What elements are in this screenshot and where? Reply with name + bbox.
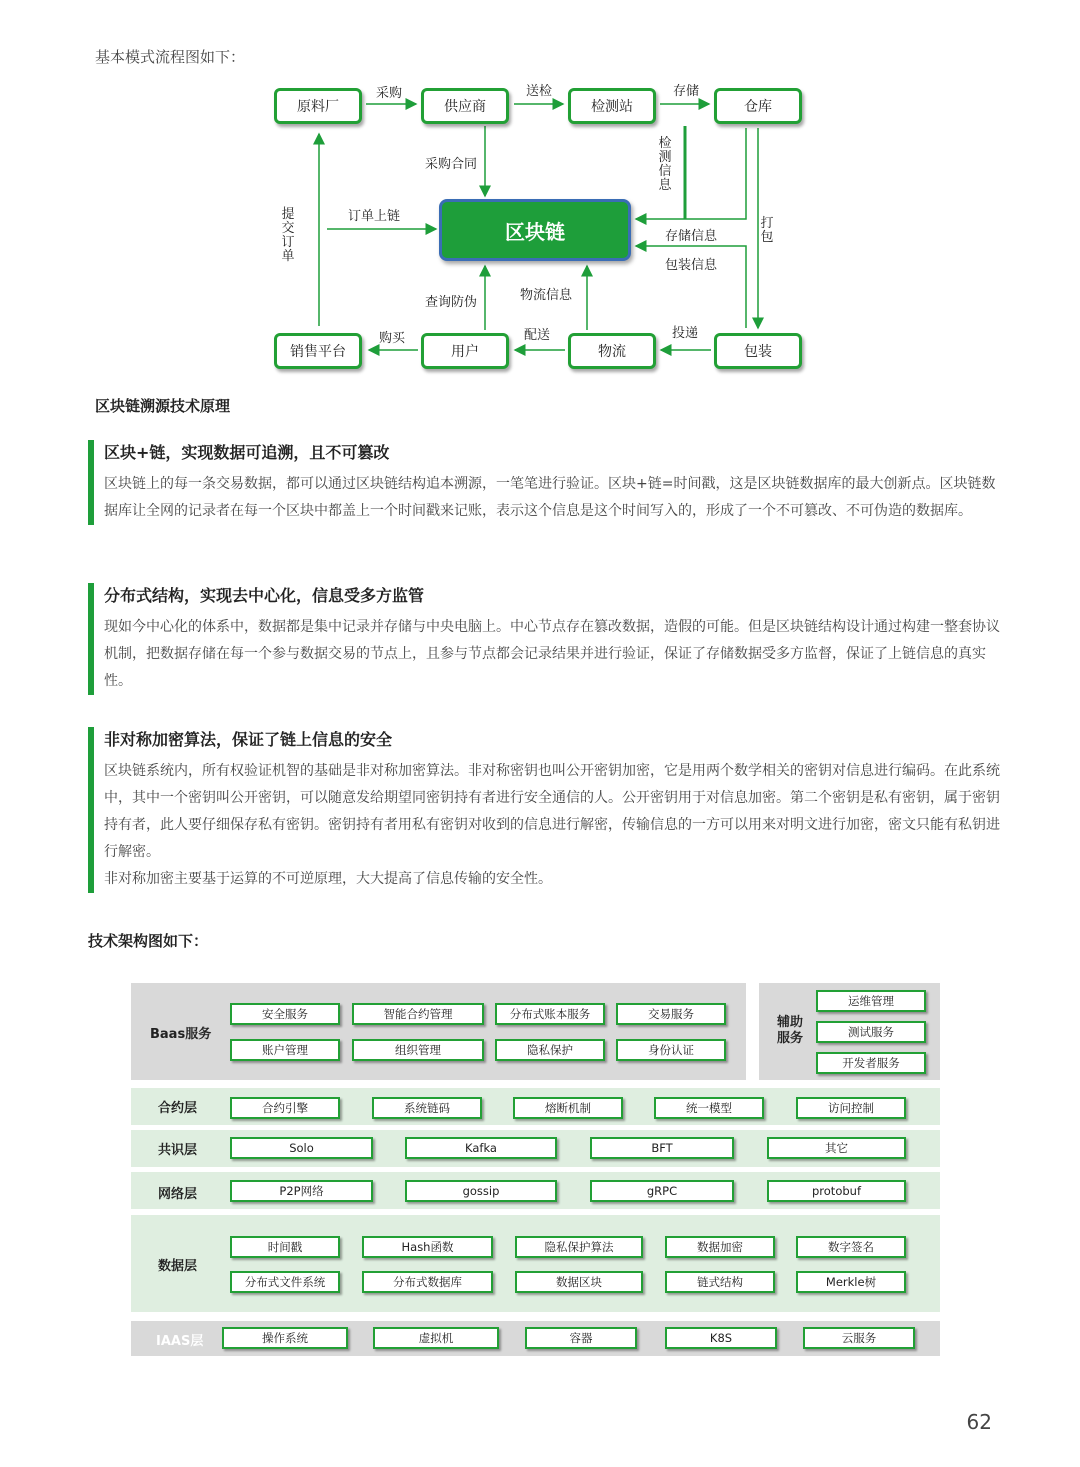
data-item: 数据区块 [515,1271,643,1293]
contract-item: 系统链码 [372,1097,482,1119]
baas-item: 身份认证 [616,1039,726,1061]
contract-item: 合约引擎 [230,1097,340,1119]
baas-item: 安全服务 [230,1003,340,1025]
label-store: 存储 [673,84,700,99]
data-item: 链式结构 [665,1271,775,1293]
intro-text: 基本模式流程图如下： [95,48,246,66]
section-body-note: 非对称加密主要基于运算的不可逆原理，大大提高了信息传输的安全性。 [104,871,552,887]
contract-label: 合约层 [158,1101,198,1116]
label-logistics-info: 物流信息 [520,288,573,303]
label-pack-info: 包装信息 [665,258,718,273]
data-item: 时间戳 [230,1236,340,1258]
principle-title: 区块链溯源技术原理 [95,397,231,415]
baas-item: 隐私保护 [495,1039,605,1061]
consensus-item: 其它 [767,1137,906,1159]
aux-label-line1: 辅助 [777,1015,804,1030]
iaas-item: 云服务 [803,1327,915,1349]
node-supplier: 供应商 [421,88,509,124]
consensus-label: 共识层 [158,1143,198,1158]
aux-item: 测试服务 [816,1021,926,1043]
label-submit-order: 提交订单 [281,207,295,264]
section-traceable [88,440,1008,525]
baas-item: 组织管理 [352,1039,484,1061]
contract-item: 熔断机制 [513,1097,623,1119]
section-distributed [88,583,1008,695]
baas-item: 交易服务 [616,1003,726,1025]
aux-item: 开发者服务 [816,1052,926,1074]
node-user: 用户 [421,333,509,369]
data-item: 分布式数据库 [362,1271,493,1293]
label-query-anti-fake: 查询防伪 [425,295,478,310]
network-item: gossip [405,1180,557,1202]
label-deliver: 配送 [524,328,551,343]
iaas-item: 操作系统 [222,1327,348,1349]
data-item: 数字签名 [796,1236,906,1258]
data-label: 数据层 [158,1259,198,1274]
section-title: 区块+链，实现数据可追溯，且不可篡改 [104,443,390,462]
iaas-label: IAAS层 [156,1334,204,1349]
arch-title: 技术架构图如下： [88,932,209,950]
data-band [131,1215,940,1312]
section-title: 非对称加密算法，保证了链上信息的安全 [104,730,393,749]
network-item: P2P网络 [230,1180,373,1202]
data-item: Merkle树 [796,1271,906,1293]
label-inspect-info: 检测信息 [658,136,672,193]
node-raw: 原料厂 [274,88,362,124]
network-item: protobuf [767,1180,906,1202]
label-pack: 打包 [760,216,774,245]
label-purchase-contract: 采购合同 [425,157,478,172]
node-packaging: 包装 [714,333,802,369]
node-inspection: 检测站 [568,88,656,124]
contract-item: 统一模型 [654,1097,764,1119]
baas-item: 账户管理 [230,1039,340,1061]
baas-item: 分布式账本服务 [495,1003,605,1025]
aux-item: 运维管理 [816,990,926,1012]
consensus-item: Solo [230,1137,373,1159]
section-body: 区块链上的每一条交易数据，都可以通过区块链结构追本溯源，一笔笔进行验证。区块+链=时间戳，这是区块链数据库的最大创新点。区块链数据库让全网的记录者在每一个区块中都盖上一个时间戳来记账，表示这个信息是这个时间写入的，形成了一个不可篡改、不可伪造的数据库。 [104,476,996,519]
baas-item: 智能合约管理 [352,1003,484,1025]
section-encryption [88,727,1008,893]
node-warehouse: 仓库 [714,88,802,124]
section-body: 区块链系统内，所有权验证机智的基础是非对称加密算法。非对称密钥也叫公开密钥加密，它是用两个数学相关的密钥对信息进行编码。在此系统中，其中一个密钥叫公开密钥，可以随意发给期望同密钥持有者进行安全通信的人。公开密钥用于对信息加密。第二个密钥是私有密钥，属于密钥持有者，此人要仔细保存私有密钥。密钥持有者用私有密钥对收到的信息进行解密，传输信息的一方可以用来对明文进行加密，密文只能有私钥进行解密。 [104,763,1000,860]
label-storage-info: 存储信息 [665,229,718,244]
data-item: 数据加密 [665,1236,775,1258]
consensus-item: Kafka [405,1137,557,1159]
consensus-item: BFT [590,1137,734,1159]
aux-label-line2: 服务 [777,1031,804,1046]
network-item: gRPC [590,1180,734,1202]
page-number: 62 [966,1410,992,1434]
label-buy: 购买 [379,331,406,346]
label-purchase: 采购 [376,86,403,101]
iaas-item: 容器 [525,1327,637,1349]
iaas-item: 虚拟机 [373,1327,499,1349]
contract-item: 访问控制 [796,1097,906,1119]
label-post: 投递 [672,326,699,341]
section-title: 分布式结构，实现去中心化，信息受多方监管 [104,586,425,605]
label-order-on-chain: 订单上链 [348,209,401,224]
iaas-item: K8S [665,1327,777,1349]
baas-label: Baas服务 [150,1027,212,1042]
label-send-inspect: 送检 [526,84,553,99]
network-label: 网络层 [158,1187,198,1202]
node-blockchain: 区块链 [439,199,631,261]
aux-label [777,1015,803,1047]
node-sales: 销售平台 [274,333,362,369]
data-item: 分布式文件系统 [230,1271,340,1293]
data-item: 隐私保护算法 [515,1236,643,1258]
section-body: 现如今中心化的体系中，数据都是集中记录并存储与中央电脑上。中心节点存在篡改数据，造假的可能。但是区块链结构设计通过构建一整套协议机制，把数据存储在每一个参与数据交易的节点上，且参与节点都会记录结果并进行验证，保证了存储数据受多方监督，保证了上链信息的真实性。 [104,619,1000,689]
baas-band [131,983,746,1080]
node-logistics: 物流 [568,333,656,369]
data-item: Hash函数 [362,1236,493,1258]
